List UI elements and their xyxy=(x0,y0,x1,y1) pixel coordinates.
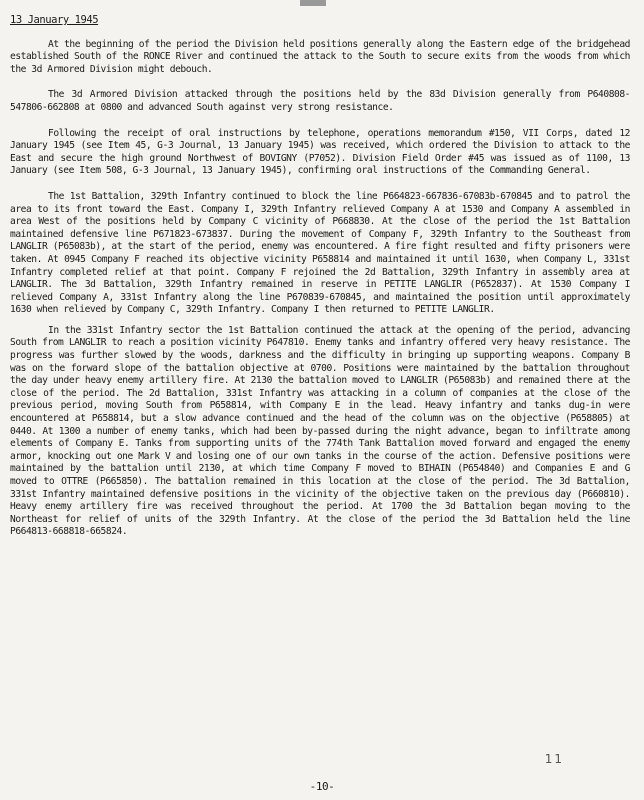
paragraph-5: In the 331st Infantry sector the 1st Battalion continued the attack at the opening of the period, advancing South from LANGLIR to reach a position vicinity P647810. Enemy tanks and infantry offered very heavy resistance. The progress was further slowed by the woods, darkness and the difficulty in bringing up supporting weapons. Company B was on the forward slope of the battalion objective at 0700. Positions were maintained by the battalion throughout the day under heavy enemy artillery fire. At 2130 the battalion moved to LANGLIR (P65083b) and remained there at the close of the period. The 2d Battalion, 331st Infantry was attacking in a column of companies at the close of the previous period, moving South from P658814, with Company E in the lead. Heavy infantry and tanks dug-in were encountered at P658814, but a slow advance continued and the head of the column was on the objective (P658805) at 0440. At 1300 a number of enemy tanks, which had been by-passed during the night advance, began to infiltrate among elements of Company E. Tanks from supporting units of the 774th Tank Battalion moved forward and engaged the enemy armor, knocking out one Mark V and losing one of our own tanks in the course of the action. Defensive positions were maintained by the battalion until 2130, at which time Company F moved to BIHAIN (P654840) and Companies E and G moved to OTTRE (P665850). The battalion remained in this location at the close of the period. The 3d Battalion, 331st Infantry maintained defensive positions in the vicinity of the objective taken on the previous day (P660810). Heavy enemy artillery fire was received throughout the period. At 1700 the 3d Battalion began moving to the Northeast for relief of units of the 329th Infantry. At the close of the period the 3d Battalion held the line P664813-668818-665824. xyxy=(10,324,630,538)
paragraph-3: Following the receipt of oral instructions by telephone, operations memorandum #150, VII Corps, dated 12 January 1945 (see Item 45, G-3 Journal, 13 January 1945) was received, which ordered the Division to attack to the East and secure the high ground Northwest of BOVIGNY (P7052). Division Field Order #45 was issued as of 1100, 13 January (see Item 508, G-3 Journal, 13 January 1945), confirming oral instructions of the Commanding General. xyxy=(10,127,630,177)
paragraph-4: The 1st Battalion, 329th Infantry continued to block the line P664823-667836-67083b-670845 and to patrol the area to its front toward the East. Company I, 329th Infantry relieved Company A at 1530 and Company A assembled in area West of the positions held by Company C vicinity of P668830. At the close of the period the 1st Battalion maintained defensive line P671823-673837. During the movement of Company F, 329th Infantry to the Southeast from LANGLIR (P65083b), at the start of the period, enemy was encountered. A fire fight resulted and fifty prisoners were taken. At 0945 Company F reached its objective vicinity P658814 and maintained it until 1630, when Company L, 331st Infantry completed relief at that point. Company F rejoined the 2d Battalion, 329th Infantry in assembly area at LANGLIR. The 3d Battalion, 329th Infantry remained in reserve in PETITE LANGLIR (P652837). At 1530 Company I relieved Company A, 331st Infantry along the line P670839-670845, and maintained the position until approximately 1630 when relieved by Company C, 329th Infantry. Company I then returned to PETITE LANGLIR. xyxy=(10,190,630,316)
handwritten-margin-mark: 11 xyxy=(544,752,564,767)
punch-mark xyxy=(300,0,326,6)
paragraph-1: At the beginning of the period the Division held positions generally along the Eastern edge of the bridgehead established South of the RONCE River and continued the attack to the South to secure exits from the woods from which the 3d Armored Division might debouch. xyxy=(10,38,630,75)
entry-date: 13 January 1945 xyxy=(10,14,99,26)
page-number: -10- xyxy=(309,780,335,794)
paragraph-2: The 3d Armored Division attacked through the positions held by the 83d Division generally from P640808-547806-662808 at 0800 and advanced South against very strong resistance. xyxy=(10,89,630,113)
